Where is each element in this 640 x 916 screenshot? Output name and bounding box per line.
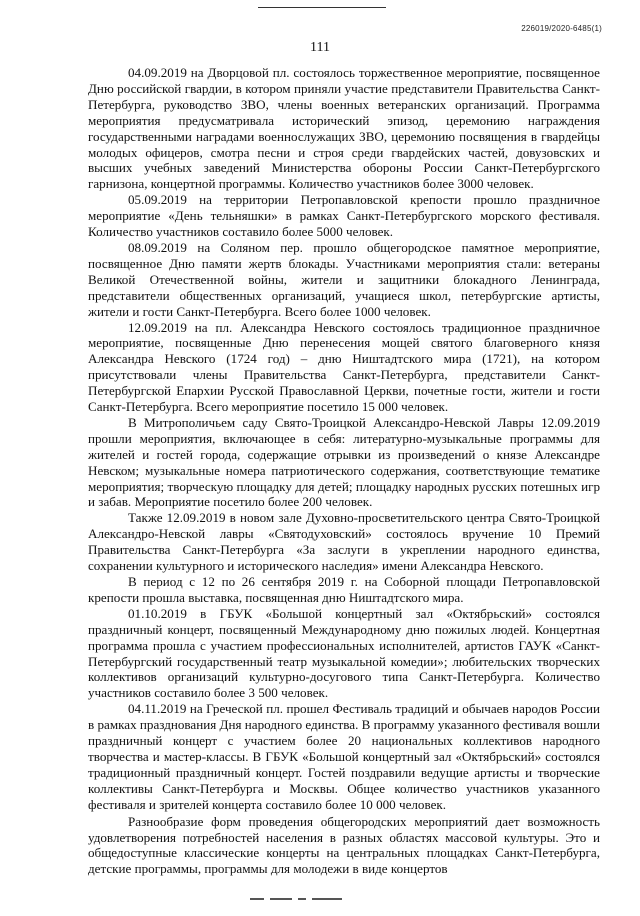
- document-body: [88, 65, 600, 877]
- paragraph-nevsky-square: 12.09.2019 на пл. Александра Невского состоялось традиционное праздничное мероприятие, посвященные Дню перенесения мощей святого благоверного князя Александра Невского (1724 год) – дню Ништадтского мира (1721), на котором присутствовали члены Правительства Санкт-Петербурга, представители Санкт-Петербургской Епархии Русской Православной Церкви, почетные гости, жители и гости Санкт-Петербурга. Всего мероприятие посетило 15 000 человек.: [88, 319, 600, 415]
- top-rule: [258, 7, 386, 8]
- paragraph-summary: Разнообразие форм проведения общегородских мероприятий дает возможность удовлетворения потребностей населения в разных областях массовой культуры. Это и общедоступные классические концерты на центральных площадках Санкт-Петербурга, детские программы, программы для молодежи в виде концертов: [88, 813, 600, 877]
- paragraph-unity-day: 04.11.2019 на Греческой пл. прошел Фестиваль традиций и обычаев народов России в рамках празднования Дня народного единства. В программу указанного фестиваля вошли праздничный концерт с участием более 20 национальных коллективов народного творчества и мастер-классы. В ГБУК «Большой концертный зал «Октябрьский» состоялся традиционный праздничный концерт. Гостей поздравили ведущие артисты и творческие коллективы Санкт-Петербурга и Москвы. Общее количество участников указанного фестиваля и зрителей концерта составило более 10 000 человек.: [88, 701, 600, 812]
- page-number: 111: [310, 40, 330, 55]
- bottom-scan-marks: [250, 898, 380, 900]
- paragraph-guard-day: 04.09.2019 на Дворцовой пл. состоялось торжественное мероприятие, посвященное Дню российской гвардии, в котором приняли участие представители Правительства Санкт-Петербурга, руководство ЗВО, члены военных ветеранских организаций. Программа мероприятия предусматривала исторический эпизод, церемонию награждения государственными наградами военнослужащих ЗВО, церемонию посвящения в гвардейцы молодых офицеров, смотра песни и строя среди гвардейских частей, довузовских и высших учебных заведений Министерства обороны России Санкт-Петербургского гарнизона, концертной программы. Количество участников более 3000 человек.: [88, 65, 600, 192]
- document-number: 226019/2020-6485(1): [521, 24, 602, 33]
- paragraph-telnyashka-day: 05.09.2019 на территории Петропавловской крепости прошло праздничное мероприятие «День тельняшки» в рамках Санкт-Петербургского морского фестиваля. Количество участников составило более 5000 человек.: [88, 192, 600, 240]
- paragraph-blockade-memory: 08.09.2019 на Соляном пер. прошло общегородское памятное мероприятие, посвященное Дню памяти жертв блокады. Участниками мероприятия стали: ветераны Великой Отечественной войны, жители и защитники блокадного Ленинграда, представители общественных организаций, учащиеся школ, петербургские артисты, жители и гости Санкт-Петербурга. Всего более 1000 человек.: [88, 239, 600, 319]
- paragraph-metropolitan-garden: В Митрополичьем саду Свято-Троицкой Александро-Невской Лавры 12.09.2019 прошли мероприятия, включающее в себя: литературно-музыкальные программы для жителей и гостей города, содержащие отрывки из произведений о князе Александре Невском; музыкальные номера патриотического содержания, соответствующие тематике мероприятия; творческую площадку для детей; площадку народных русских потешных игр и забав. Мероприятие посетило более 200 человек.: [88, 414, 600, 510]
- paragraph-elderly-day: 01.10.2019 в ГБУК «Большой концертный зал «Октябрьский» состоялся праздничный концерт, посвященный Международному дню пожилых людей. Концертная программа прошла с участием профессиональных исполнителей, артистов ГАУК «Санкт-Петербургский государственный театр музыкальной комедии»; любительских творческих коллективов организаций культурно-досугового типа Санкт-Петербурга. Количество участников составило более 3 500 человек.: [88, 605, 600, 701]
- paragraph-exhibition: В период с 12 по 26 сентября 2019 г. на Соборной площади Петропавловской крепости прошла выставка, посвященная дню Ништадтского мира.: [88, 574, 600, 605]
- paragraph-government-prizes: Также 12.09.2019 в новом зале Духовно-просветительского центра Свято-Троицкой Александро-Невской лавры «Святодуховский» состоялось вручение 10 Премий Правительства Санкт-Петербурга «За заслуги в укреплении народного единства, сохранении культурного и исторического наследия» имени Александра Невского.: [88, 510, 600, 574]
